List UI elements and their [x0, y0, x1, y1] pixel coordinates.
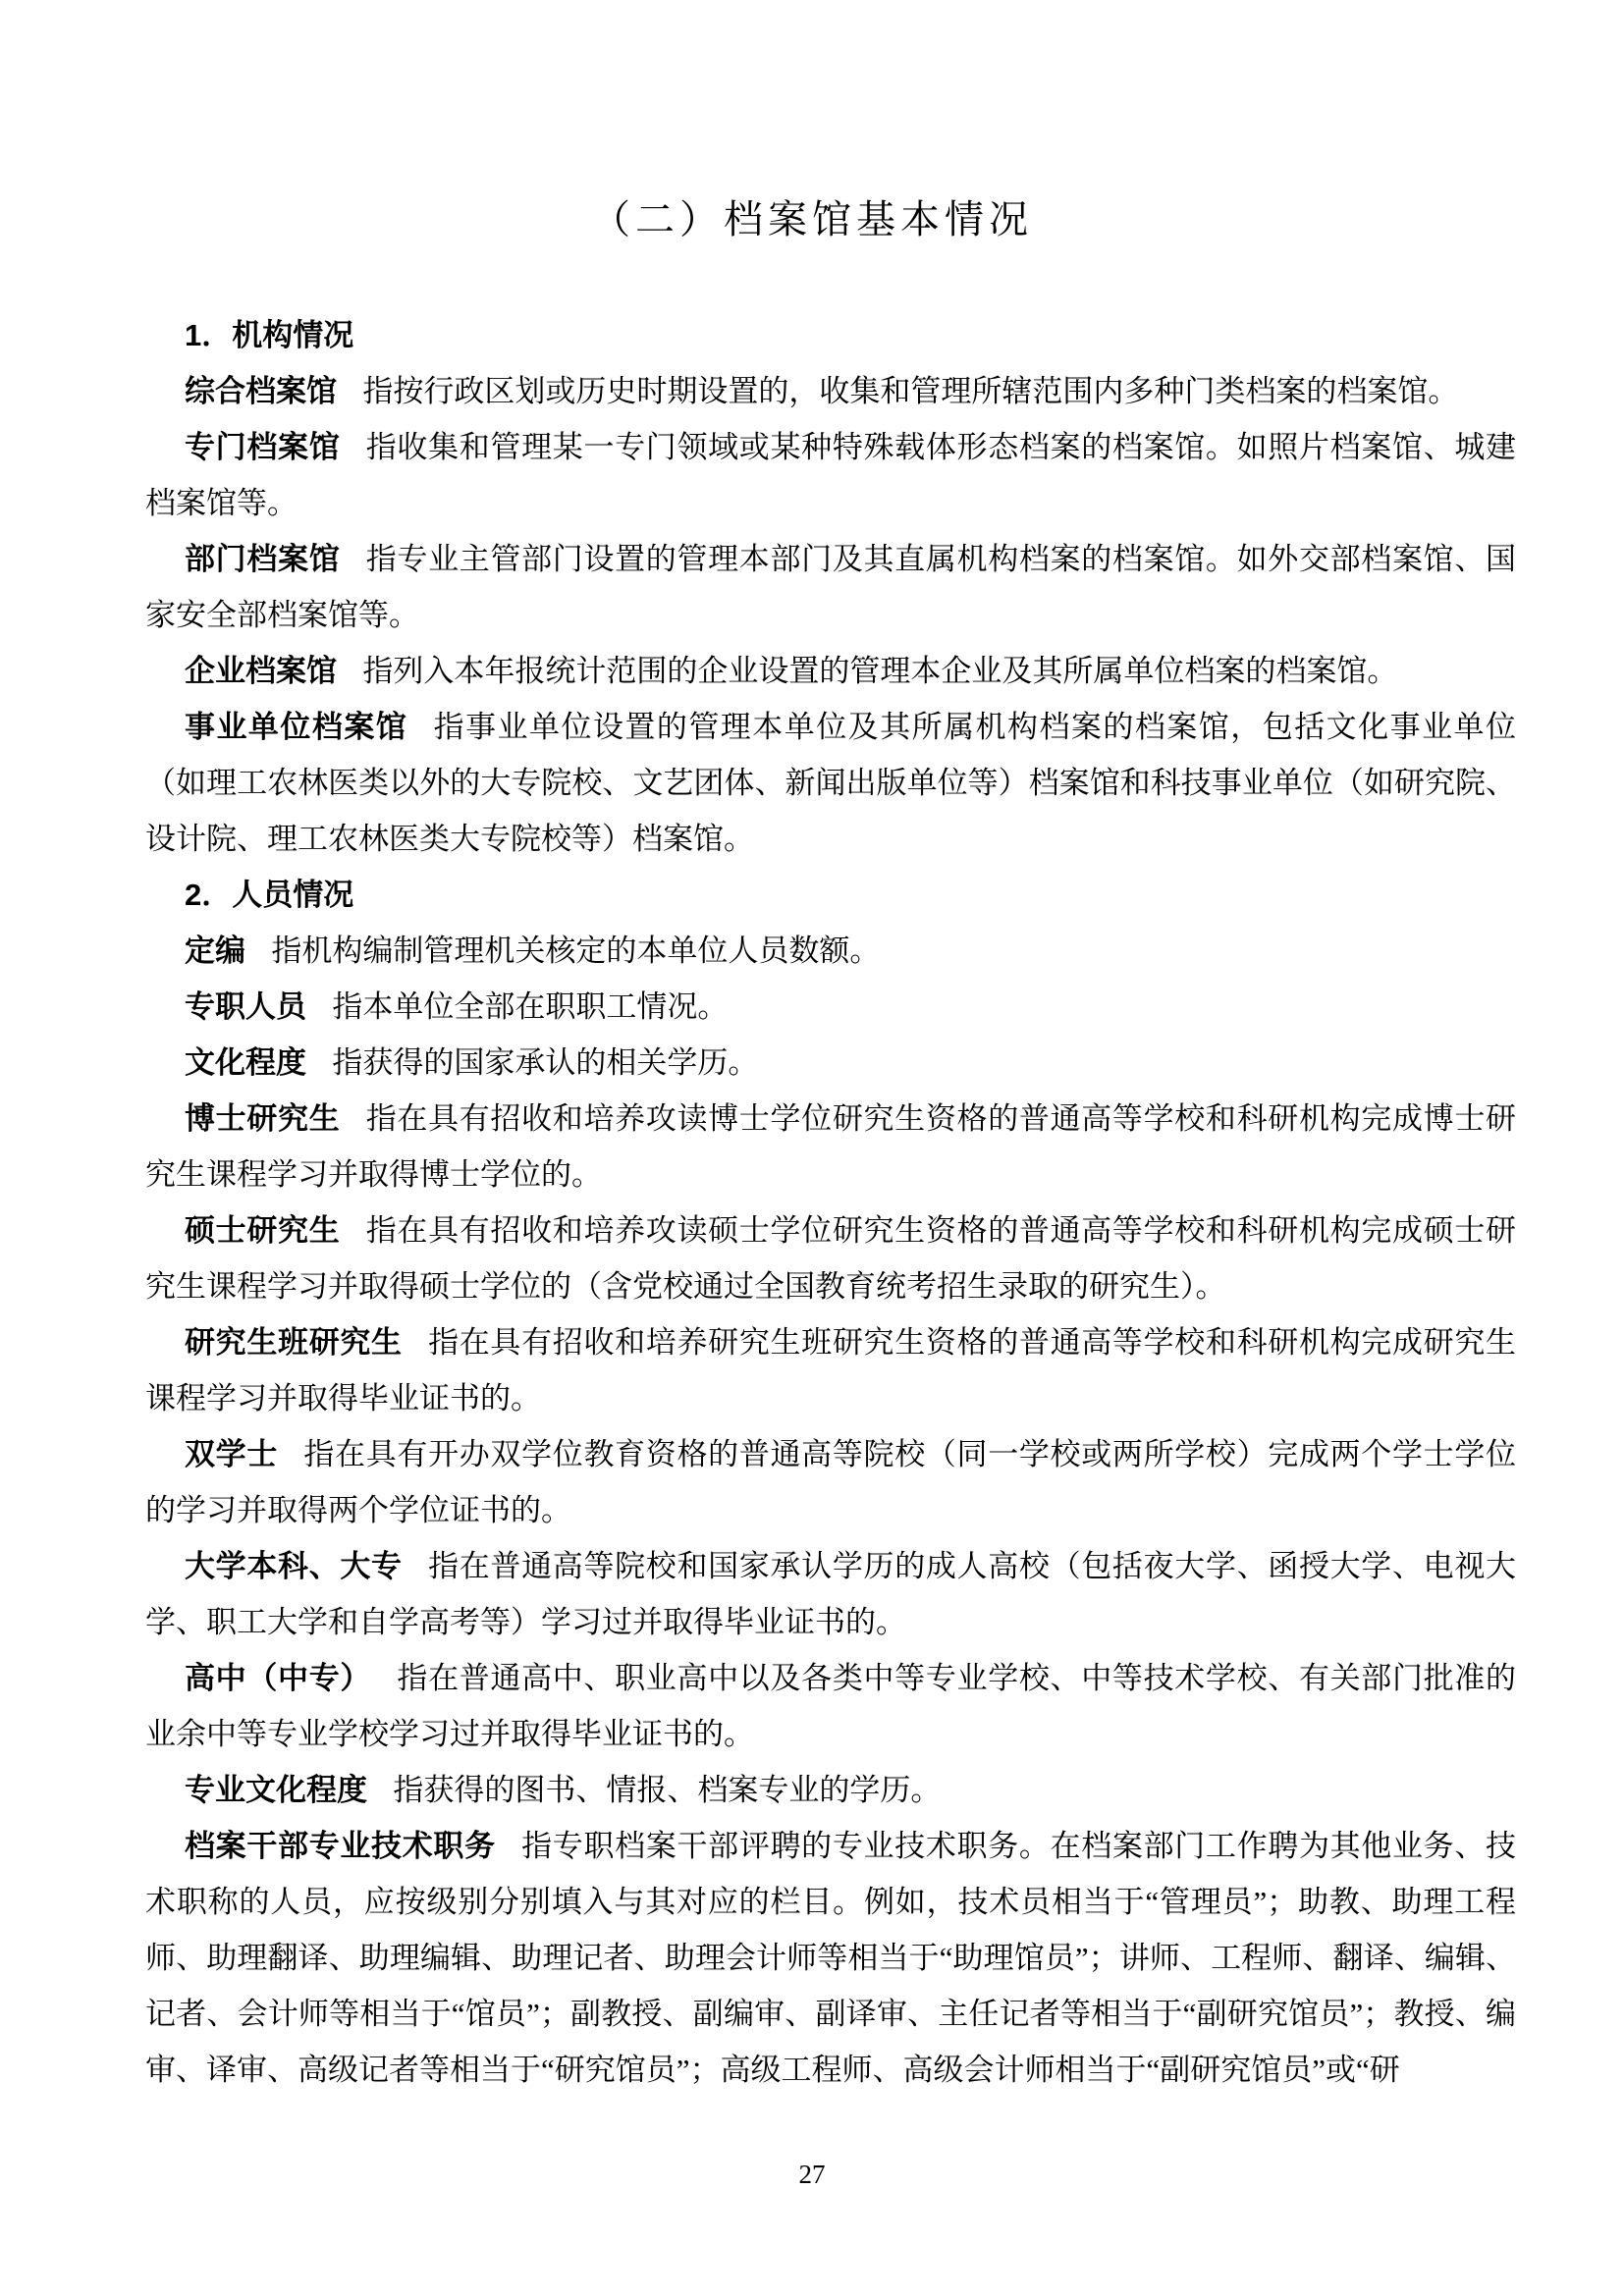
definition-text: 指在具有招收和培养研究生班研究生资格的普通高等学校和科研机构完成研究生课程学习并取得毕业证书的。: [145, 1325, 1517, 1415]
definition-paragraph: [145, 1426, 1516, 1538]
definition-paragraph: [145, 1091, 1516, 1202]
definition-term: 定编: [185, 934, 245, 968]
page-number: 27: [798, 2160, 826, 2189]
page-title: （二）档案馆基本情况: [591, 197, 1033, 241]
definition-text: 指按行政区划或历史时期设置的，收集和管理所辖范围内多种门类档案的档案馆。: [362, 374, 1459, 408]
definition-term: 博士研究生: [185, 1101, 341, 1136]
definition-term: 事业单位档案馆: [185, 710, 408, 744]
definition-text: 指在具有开办双学位教育资格的普通高等院校（同一学校或两所学校）完成两个学士学位的学习并取得两个学位证书的。: [145, 1437, 1517, 1527]
definition-text: 指在具有招收和培养攻读硕士学位研究生资格的普通高等学校和科研机构完成硕士研究生课程学习并取得硕士学位的（含党校通过全国教育统考招生录取的研究生）。: [145, 1213, 1516, 1304]
definition-text: 指专职档案干部评聘的专业技术职务。在档案部门工作聘为其他业务、技术职称的人员，应按级别分别填入与其对应的栏目。例如，技术员相当于“管理员”；助教、助理工程师、助理翻译、助理编辑、助理记者、助理会计师等相当于“助理馆员”；讲师、工程师、翻译、编辑、记者、会计师等相当于“馆员”；副教授、副编审、副译审、主任记者等相当于“副研究馆员”；教授、编审、译审、高级记者等相当于“研究馆员”；高级工程师、高级会计师相当于“副研究馆员”或“研: [145, 1829, 1517, 2087]
definition-text: 指机构编制管理机关核定的本单位人员数额。: [271, 934, 881, 968]
definition-paragraph: [145, 363, 1516, 419]
definition-term: 硕士研究生: [185, 1213, 341, 1248]
definition-paragraph: [145, 699, 1516, 867]
definition-text: 指收集和管理某一专门领域或某种特殊载体形态档案的档案馆。如照片档案馆、城建档案馆等。: [145, 430, 1516, 520]
definition-paragraph: [145, 643, 1516, 699]
definition-paragraph: [145, 1314, 1516, 1426]
definition-text: 指列入本年报统计范围的企业设置的管理本企业及其所属单位档案的档案馆。: [362, 654, 1398, 688]
definition-paragraph: [145, 1538, 1516, 1650]
definition-text: 指获得的国家承认的相关学历。: [332, 1045, 759, 1080]
definition-term: 研究生班研究生: [185, 1325, 403, 1360]
document-content: [145, 307, 1516, 2098]
definition-text: 指本单位全部在职职工情况。: [332, 989, 729, 1024]
definition-paragraph: [145, 419, 1516, 531]
definition-term: 专业文化程度: [185, 1773, 367, 1807]
definition-term: 企业档案馆: [185, 654, 337, 688]
definition-paragraph: [145, 979, 1516, 1035]
definition-term: 专门档案馆: [185, 430, 341, 464]
definition-paragraph: [145, 1762, 1516, 1818]
section-heading-personnel: 2．人员情况: [185, 878, 354, 912]
definition-text: 指事业单位设置的管理本单位及其所属机构档案的档案馆，包括文化事业单位（如理工农林医类以外的大专院校、文艺团体、新闻出版单位等）档案馆和科技事业单位（如研究院、设计院、理工农林医类大专院校等）档案馆。: [145, 710, 1516, 856]
definition-paragraph: [145, 1202, 1516, 1314]
definition-paragraph: [145, 1035, 1516, 1091]
definition-text: 指获得的图书、情报、档案专业的学历。: [393, 1773, 942, 1807]
definition-paragraph: [145, 531, 1516, 643]
definition-text: 指在普通高等院校和国家承认学历的成人高校（包括夜大学、函授大学、电视大学、职工大学和自学高考等）学习过并取得毕业证书的。: [145, 1549, 1517, 1639]
definition-term: 文化程度: [185, 1045, 306, 1080]
definition-term: 综合档案馆: [185, 374, 337, 408]
definition-term: 双学士: [185, 1437, 279, 1471]
definition-text: 指在普通高中、职业高中以及各类中等专业学校、中等技术学校、有关部门批准的业余中等专业学校学习过并取得毕业证书的。: [145, 1661, 1516, 1751]
definition-term: 高中（中专）: [185, 1661, 372, 1695]
definition-paragraph: [145, 1818, 1516, 2098]
definition-paragraph: [145, 923, 1516, 979]
definition-term: 部门档案馆: [185, 542, 341, 576]
definition-term: 专职人员: [185, 989, 306, 1024]
section-personnel: [145, 867, 1516, 2098]
definition-text: 指在具有招收和培养攻读博士学位研究生资格的普通高等学校和科研机构完成博士研究生课程学习并取得博士学位的。: [145, 1101, 1516, 1192]
definition-text: 指专业主管部门设置的管理本部门及其直属机构档案的档案馆。如外交部档案馆、国家安全部档案馆等。: [145, 542, 1516, 632]
definition-paragraph: [145, 1650, 1516, 1762]
definition-term: 大学本科、大专: [185, 1549, 403, 1583]
definition-term: 档案干部专业技术职务: [185, 1829, 496, 1863]
section-heading-institution: 1．机构情况: [185, 318, 354, 352]
section-institution: [145, 307, 1516, 867]
